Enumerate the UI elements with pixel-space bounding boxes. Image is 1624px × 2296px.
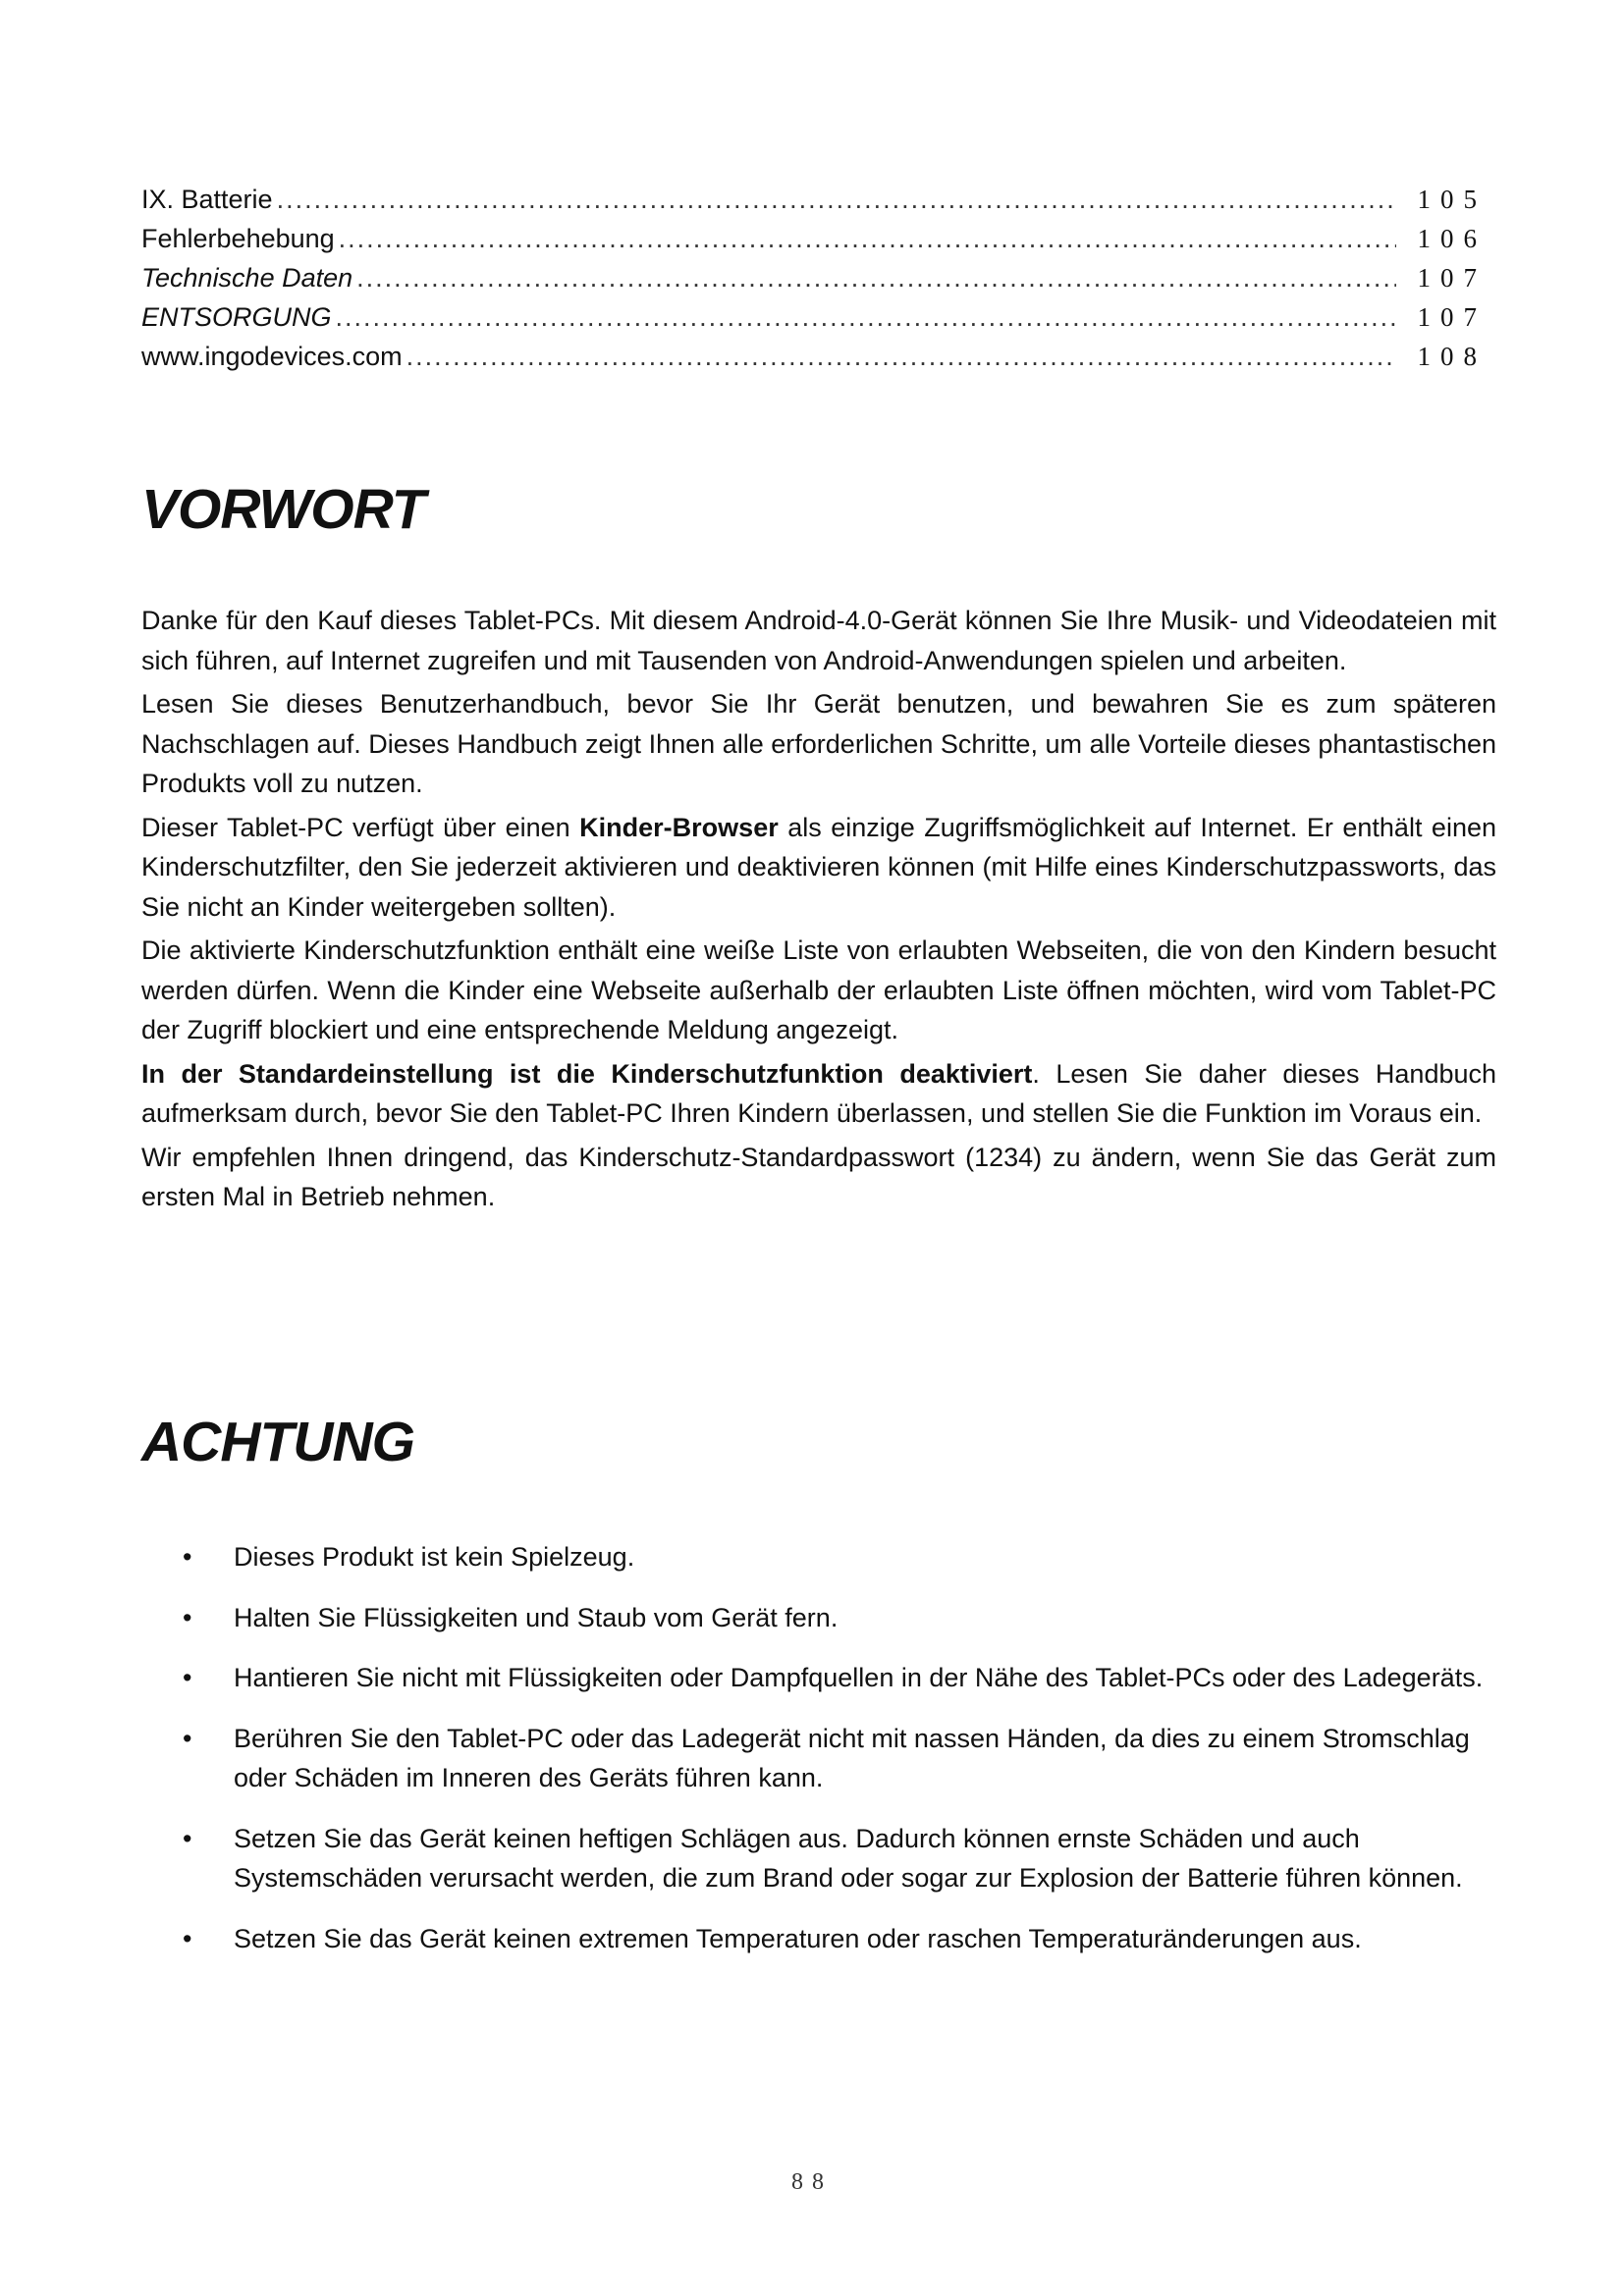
toc-leader-dots bbox=[339, 219, 1396, 258]
paragraph bbox=[141, 684, 1496, 804]
list-item-text: Setzen Sie das Gerät keinen heftigen Schlägen aus. Dadurch können ernste Schäden und auch Systemschäden verursacht werden, die zum Brand oder sogar zur Explosion der Batterie führen können. bbox=[234, 1823, 1463, 1893]
list-item-text: Setzen Sie das Gerät keinen extremen Temperaturen oder raschen Temperaturänderungen aus. bbox=[234, 1923, 1362, 1953]
paragraph-text: . Lesen Sie daher dieses Handbuch aufmerksam durch, bevor Sie den Tablet-PC Ihren Kindern überlassen, und stellen Sie die Funktion im Voraus ein. bbox=[141, 1058, 1497, 1128]
list-item-text: Dieses Produkt ist kein Spielzeug. bbox=[234, 1542, 635, 1572]
bullet-icon: • bbox=[183, 1602, 192, 1632]
vorwort-body bbox=[141, 601, 1496, 1221]
toc-entry[interactable] bbox=[141, 258, 1487, 297]
toc-entry-label: IX. Batterie bbox=[141, 185, 273, 214]
list-item bbox=[141, 1819, 1496, 1898]
paragraph: Danke für den Kauf dieses Tablet-PCs. Mit diesem Android-4.0-Gerät können Sie Ihre Musik- und Videodateien mit sich führen, auf Internet zugreifen und mit Tausenden von Android-Anwendungen spielen und arbeiten. bbox=[141, 606, 1496, 675]
toc-entry[interactable] bbox=[141, 337, 1487, 376]
bullet-icon: • bbox=[183, 1542, 192, 1572]
warning-list bbox=[141, 1537, 1496, 1979]
bullet-icon: • bbox=[183, 1723, 192, 1753]
toc-entry-page: 106 bbox=[1417, 224, 1487, 253]
list-item bbox=[141, 1919, 1496, 1959]
paragraph: Wir empfehlen Ihnen dringend, das Kinderschutz-Standardpasswort (1234) zu ändern, wenn Sie das Gerät zum ersten Mal in Betrieb nehmen. bbox=[141, 1142, 1496, 1211]
paragraph-text: Lesen Sie dieses Benutzerhandbuch, bevor Sie Ihr Gerät benutzen, und bewahren Sie es zum späteren Nachschlagen auf. Dieses Handbuch zeigt Ihnen alle erforderlichen Schritte, um alle Vorteile dieses phantastischen Produkts voll zu nutzen. bbox=[141, 689, 1496, 798]
vorwort-heading: VORWORT bbox=[141, 478, 425, 541]
paragraph-text: als einzige Zugriffsmöglichkeit auf Internet. Er enthält einen Kinderschutzfilter, den Sie jederzeit aktivieren und deaktivieren können (mit Hilfe eines Kinderschutzpassworts, das Sie nicht an Kinder weitergeben sollten). bbox=[141, 812, 1496, 922]
list-item-text: Hantieren Sie nicht mit Flüssigkeiten oder Dampfquellen in der Nähe des Tablet-PCs oder des Ladegeräts. bbox=[234, 1663, 1484, 1692]
table-of-contents bbox=[141, 180, 1487, 376]
toc-entry-label: Technische Daten bbox=[141, 263, 353, 293]
toc-leader-dots bbox=[277, 180, 1396, 219]
list-item bbox=[141, 1598, 1496, 1638]
toc-entry[interactable] bbox=[141, 297, 1487, 337]
toc-entry-page: 107 bbox=[1417, 263, 1487, 293]
toc-entry-label: www.ingodevices.com bbox=[141, 342, 403, 371]
paragraph bbox=[141, 808, 1496, 928]
toc-leader-dots bbox=[406, 337, 1396, 376]
default-setting-emphasis: In der Standardeinstellung ist die Kinderschutzfunktion deaktiviert bbox=[141, 1058, 1033, 1089]
toc-entry[interactable] bbox=[141, 180, 1487, 219]
paragraph bbox=[141, 1054, 1496, 1134]
page-number: 88 bbox=[791, 2169, 833, 2195]
toc-entry-label: Fehlerbehebung bbox=[141, 224, 335, 253]
kinder-browser-emphasis: Kinder-Browser bbox=[579, 812, 779, 842]
paragraph: Die aktivierte Kinderschutzfunktion enthält eine weiße Liste von erlaubten Webseiten, die von den Kindern besucht werden dürfen. Wenn die Kinder eine Webseite außerhalb der erlaubten Liste öffnen möchten, wird vom Tablet-PC der Zugriff blockiert und eine entsprechende Meldung angezeigt. bbox=[141, 935, 1496, 1044]
list-item bbox=[141, 1719, 1496, 1798]
list-item-text: Halten Sie Flüssigkeiten und Staub vom Gerät fern. bbox=[234, 1602, 839, 1632]
bullet-icon: • bbox=[183, 1923, 192, 1953]
toc-entry-label: ENTSORGUNG bbox=[141, 302, 332, 332]
toc-entry-page: 108 bbox=[1417, 342, 1487, 371]
list-item bbox=[141, 1658, 1496, 1698]
list-item-text: Berühren Sie den Tablet-PC oder das Ladegerät nicht mit nassen Händen, da dies zu einem Stromschlag oder Schäden im Inneren des Geräts führen kann. bbox=[234, 1723, 1470, 1792]
paragraph-text: Dieser Tablet-PC verfügt über einen bbox=[141, 812, 580, 842]
achtung-heading: ACHTUNG bbox=[141, 1411, 414, 1473]
toc-entry[interactable] bbox=[141, 219, 1487, 258]
bullet-icon: • bbox=[183, 1663, 192, 1692]
toc-entry-page: 105 bbox=[1417, 185, 1487, 214]
toc-entry-page: 107 bbox=[1417, 302, 1487, 332]
list-item bbox=[141, 1537, 1496, 1577]
toc-leader-dots bbox=[336, 297, 1396, 337]
bullet-icon: • bbox=[183, 1823, 192, 1853]
toc-leader-dots bbox=[356, 258, 1396, 297]
